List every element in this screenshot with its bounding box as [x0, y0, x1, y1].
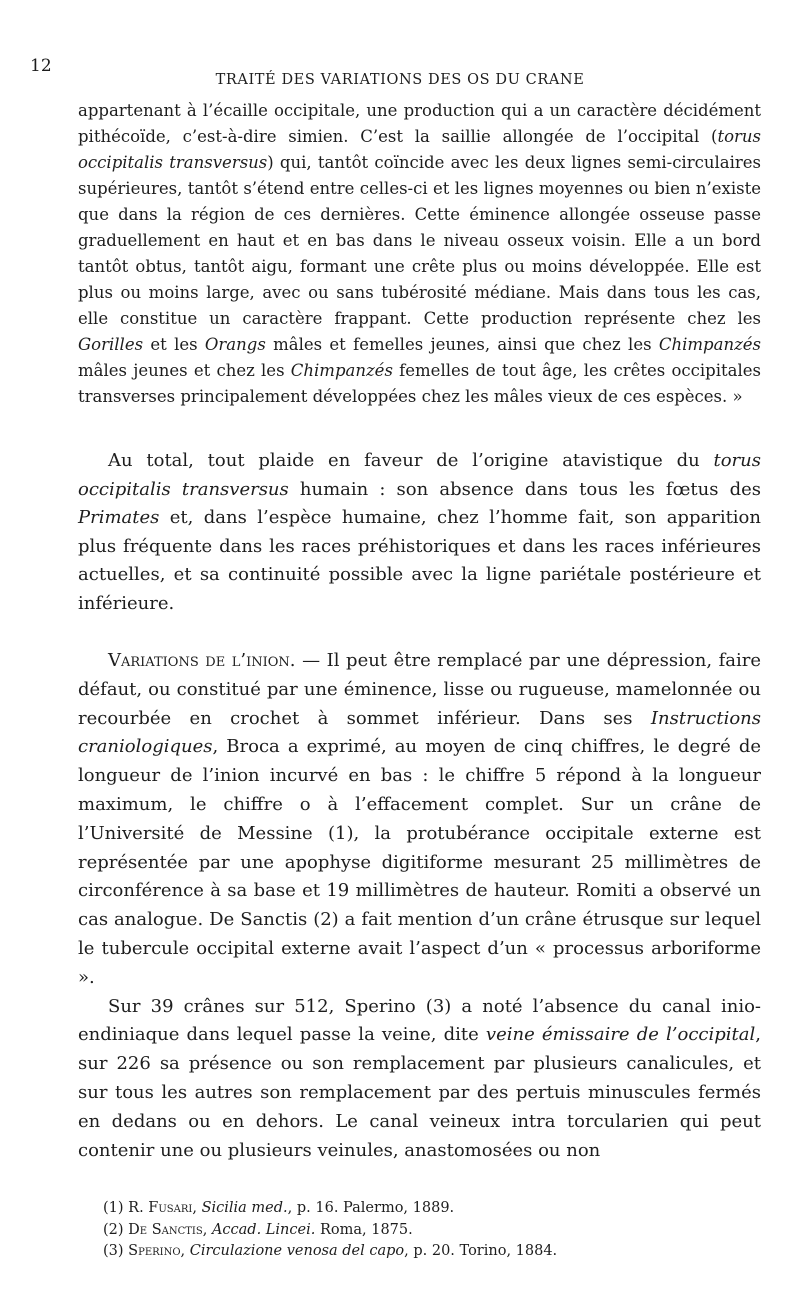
species-name: Chimpanzés [658, 335, 762, 354]
paragraph-1-text: appartenant à l’écaille occipitale, une production qui a un caractère décidément pithécoïde, c’est-à-dire simien. C’est la saillie allongée de l’occipital (torus occipitalis transversus) qui, tantôt coïncide avec les deux lignes semi-circulaires supérieures, tantôt s’étend entre celles-ci et les lignes moyennes ou bien n’existe que dans la région de ces dernières. Cette éminence allongée osseuse passe graduellement en haut et en bas dans le niveau osseux voisin. Elle a un bord tantôt obtus, tantôt aigu, formant une crête plus ou moins développée. Elle est plus ou moins large, avec ou sans tubérosité médiane. Mais dans tous les cas, elle constitue un caractère frappant. Cette production représente chez les Gorilles et les Orangs mâles et femelles jeunes, ainsi que chez les Chimpanzés mâles jeunes et chez les Chimpanzés femelles de tout âge, les crêtes occipitales transverses principalement développées chez les mâles vieux de ces espèces. » [78, 101, 762, 406]
section-inion [78, 647, 761, 1165]
species-name: Primates [78, 507, 160, 528]
paragraph-3-text: Variations de l’inion. — Il peut être remplacé par une dépression, faire défaut, ou constitué par une éminence, lisse ou rugueuse, mamelonnée ou recourbée en crochet à sommet inférieur. Dans ses Instructions craniologiques, Broca a exprimé, au moyen de cinq chiffres, le degré de longueur de l’inion incurvé en bas : le chiffre 5 répond à la longueur maximum, le chiffre o à l’effacement complet. Sur un crâne de l’Université de Messine (1), la protubérance occipitale externe est représentée par une apophyse digitiforme mesurant 25 millimètres de circonférence à sa base et 19 millimètres de hauteur. Romiti a observé un cas analogue. De Sanctis (2) a fait mention d’un crâne étrusque sur lequel le tubercule occipital externe avait l’aspect d’un « processus arboriforme ». [78, 650, 762, 988]
footnote-3: (3) Sperino, Circulazione venosa del capo, p. 20. Torino, 1884. [103, 1243, 558, 1259]
book-title: Instructions craniologiques [78, 707, 761, 758]
latin-term: torus occipitalis transversus [78, 450, 761, 500]
running-title: TRAITÉ DES VARIATIONS DES OS DU CRANE [215, 72, 585, 88]
section-heading: Variations de l’inion. [108, 650, 296, 671]
paragraph-4-text: Sur 39 crânes sur 512, Sperino (3) a noté l’absence du canal inio-endiniaque dans lequel passe la veine, dite veine émissaire de l’occipital, sur 226 sa présence ou son remplacement par plusieurs canalicules, et sur tous les autres son remplacement par des pertuis minuscules fermés en dedans ou en dehors. Le canal veineux intra torcularien qui peut contenir une ou plusieurs veinules, anastomosées ou non [78, 995, 761, 1161]
footnote-1: (1) R. Fusari, Sicilia med., p. 16. Palermo, 1889. [103, 1200, 455, 1216]
page-number: 12 [30, 56, 52, 76]
species-name: Chimpanzés [290, 361, 393, 380]
footnote-2: (2) De Sanctis, Accad. Lincei. Roma, 1875. [103, 1221, 413, 1238]
footnotes [103, 1198, 557, 1263]
latin-term: veine émissaire de l’occipital [485, 1024, 756, 1046]
latin-term: torus occipitalis transversus [78, 127, 761, 172]
paragraph-2 [78, 447, 761, 618]
paragraph-1 [78, 98, 761, 410]
species-name: Orangs [204, 335, 266, 354]
species-name: Gorilles [78, 335, 144, 354]
paragraph-2-text: Au total, tout plaide en faveur de l’origine atavistique du torus occipitalis transversus humain : son absence dans tous les fœtus des Primates et, dans l’espèce humaine, chez l’homme fait, son apparition plus fréquente dans les races préhistoriques et dans les races inférieures actuelles, et sa continuité possible avec la ligne pariétale postérieure et inférieure. [78, 450, 761, 614]
